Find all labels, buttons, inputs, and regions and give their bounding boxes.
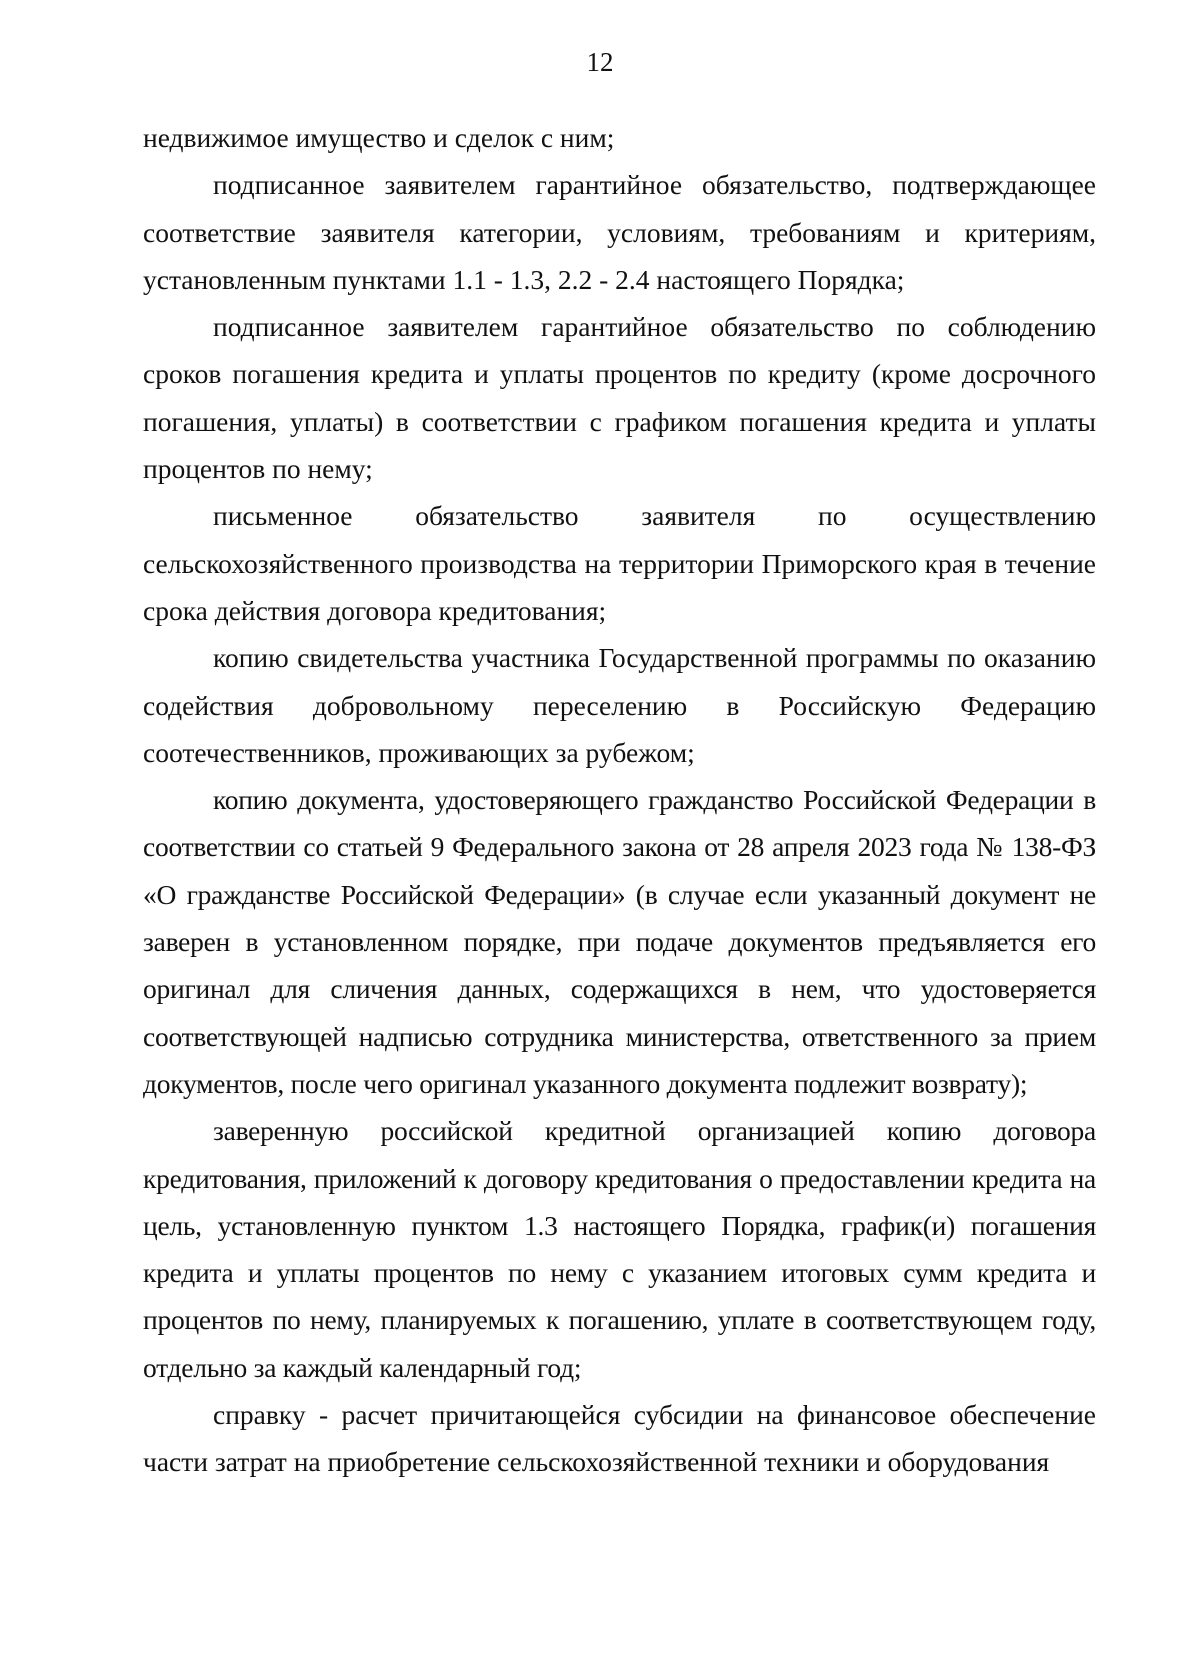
paragraph-citizenship-document: копию документа, удостоверяющего гражданство Российской Федерации в соответствии со статьей 9 Федерального закона от 28 апреля 2023 года № 138-ФЗ «О гражданстве Российской Федерации» (в случае если указанный документ не заверен в установленном порядке, при подаче документов предъявляется его оригинал для сличения данных, содержащихся в нем, что удостоверяется соответствующей надписью сотрудника министерства, ответственного за прием документов, после чего оригинал указанного документа подлежит возврату); [143, 784, 1096, 1099]
paragraph-credit-agreement: заверенную российской кредитной организацией копию договора кредитования, приложений к договору кредитования о предоставлении кредита на цель, установленную пунктом 1.3 настоящего Порядка, график(и) погашения кредита и уплаты процентов по нему с указанием итоговых сумм кредита и процентов по нему, планируемых к погашению, уплате в соответствующем году, отдельно за каждый календарный год; [143, 1115, 1096, 1383]
page-number: 12 [586, 47, 614, 77]
paragraph-production-obligation: письменное обязательство заявителя по осуществлению сельскохозяйственного производства на территории Приморского края в течение срока действия договора кредитования; [143, 500, 1096, 626]
paragraph-subsidy-calculation: справку - расчет причитающейся субсидии на финансовое обеспечение части затрат на приобретение сельскохозяйственной техники и оборудования [143, 1399, 1096, 1478]
document-body [143, 114, 1096, 1486]
paragraph-guarantee-repayment: подписанное заявителем гарантийное обязательство по соблюдению сроков погашения кредита и уплаты процентов по кредиту (кроме досрочного погашения, уплаты) в соответствии с графиком погашения кредита и уплаты процентов по нему; [143, 311, 1096, 485]
paragraph-continuation: недвижимое имущество и сделок с ним; [143, 122, 615, 153]
paragraph-resettlement-certificate: копию свидетельства участника Государственной программы по оказанию содействия добровольному переселению в Российскую Федерацию соотечественников, проживающих за рубежом; [143, 642, 1096, 768]
paragraph-guarantee-compliance: подписанное заявителем гарантийное обязательство, подтверждающее соответствие заявителя категории, условиям, требованиям и критериям, установленным пунктами 1.1 - 1.3, 2.2 - 2.4 настоящего Порядка; [143, 169, 1096, 295]
